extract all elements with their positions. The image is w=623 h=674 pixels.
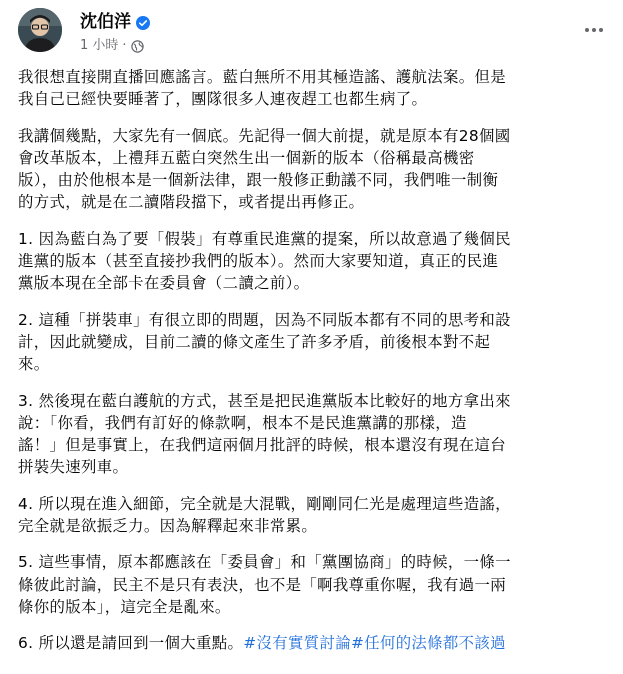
post-paragraph-last — [18, 632, 610, 654]
post-body — [18, 66, 610, 669]
author-name[interactable]: 沈伯洋 — [80, 12, 131, 32]
post-meta — [80, 38, 144, 54]
globe-icon[interactable] — [131, 40, 144, 53]
post-paragraph: 我很想直接開直播回應謠言。藍白無所不用其極造謠、護航法案。但是 我自己已經快要睡著了，團隊很多人連夜趕工也都生病了。 — [18, 68, 506, 109]
post-paragraph: 2. 這種「拼裝車」有很立即的問題，因為不同版本都有不同的思考和設 計，因此就變成，目前二讀的條文產生了許多矛盾，前後根本對不起 來。 — [18, 310, 511, 374]
last-paragraph-text: 6. 所以還是請回到一個大重點。 — [18, 634, 244, 653]
avatar[interactable] — [18, 8, 62, 52]
author-row — [80, 12, 150, 32]
more-options-button[interactable] — [582, 18, 606, 42]
meta-separator: · — [122, 38, 127, 53]
avatar-image — [18, 8, 62, 52]
verified-badge-icon — [136, 15, 150, 29]
post-paragraph: 我講個幾點，大家先有一個底。先記得一個大前提，就是原本有28個國 會改革版本，上禮拜五藍白突然生出一個新的版本（俗稱最高機密 版），由於他根本是一個新法律，跟一般修正動議不同，我們唯一制衡 的方式，就是在二讀階段擋下，或者提出再修正。 — [18, 126, 511, 212]
post-paragraph: 4. 所以現在進入細節，完全就是大混戰，剛剛同仁光是處理這些造謠， 完全就是欲振乏力。因為解釋起來非常累。 — [18, 494, 511, 536]
post-paragraph: 3. 然後現在藍白護航的方式，甚至是把民進黨版本比較好的地方拿出來 說：「你看，我們有訂好的條款啊，根本不是民進黨講的那樣，造 謠！」但是事實上，在我們這兩個月批評的時候，根本還沒有現在這台 拼裝失速列車。 — [18, 391, 511, 477]
post-paragraph: 1. 因為藍白為了要「假裝」有尊重民進黨的提案，所以故意過了幾個民 進黨的版本（甚至直接抄我們的版本）。然而大家要知道，真正的民進 黨版本現在全部卡在委員會（二讀之前）。 — [18, 229, 511, 293]
more-horizontal-icon — [584, 27, 604, 33]
post-header — [18, 8, 608, 58]
post-timestamp[interactable]: 1 小時 — [80, 38, 119, 53]
hashtag-link[interactable]: #沒有實質討論 — [243, 634, 351, 653]
post-paragraph: 5. 這些事情，原本都應該在「委員會」和「黨團協商」的時候，一條一 條彼此討論，民主不是只有表決，也不是「啊我尊重你喔，我有過一兩 條你的版本」，這完全是亂來。 — [18, 553, 511, 616]
hashtag-link[interactable]: #任何的法條都不該過 — [350, 634, 506, 653]
